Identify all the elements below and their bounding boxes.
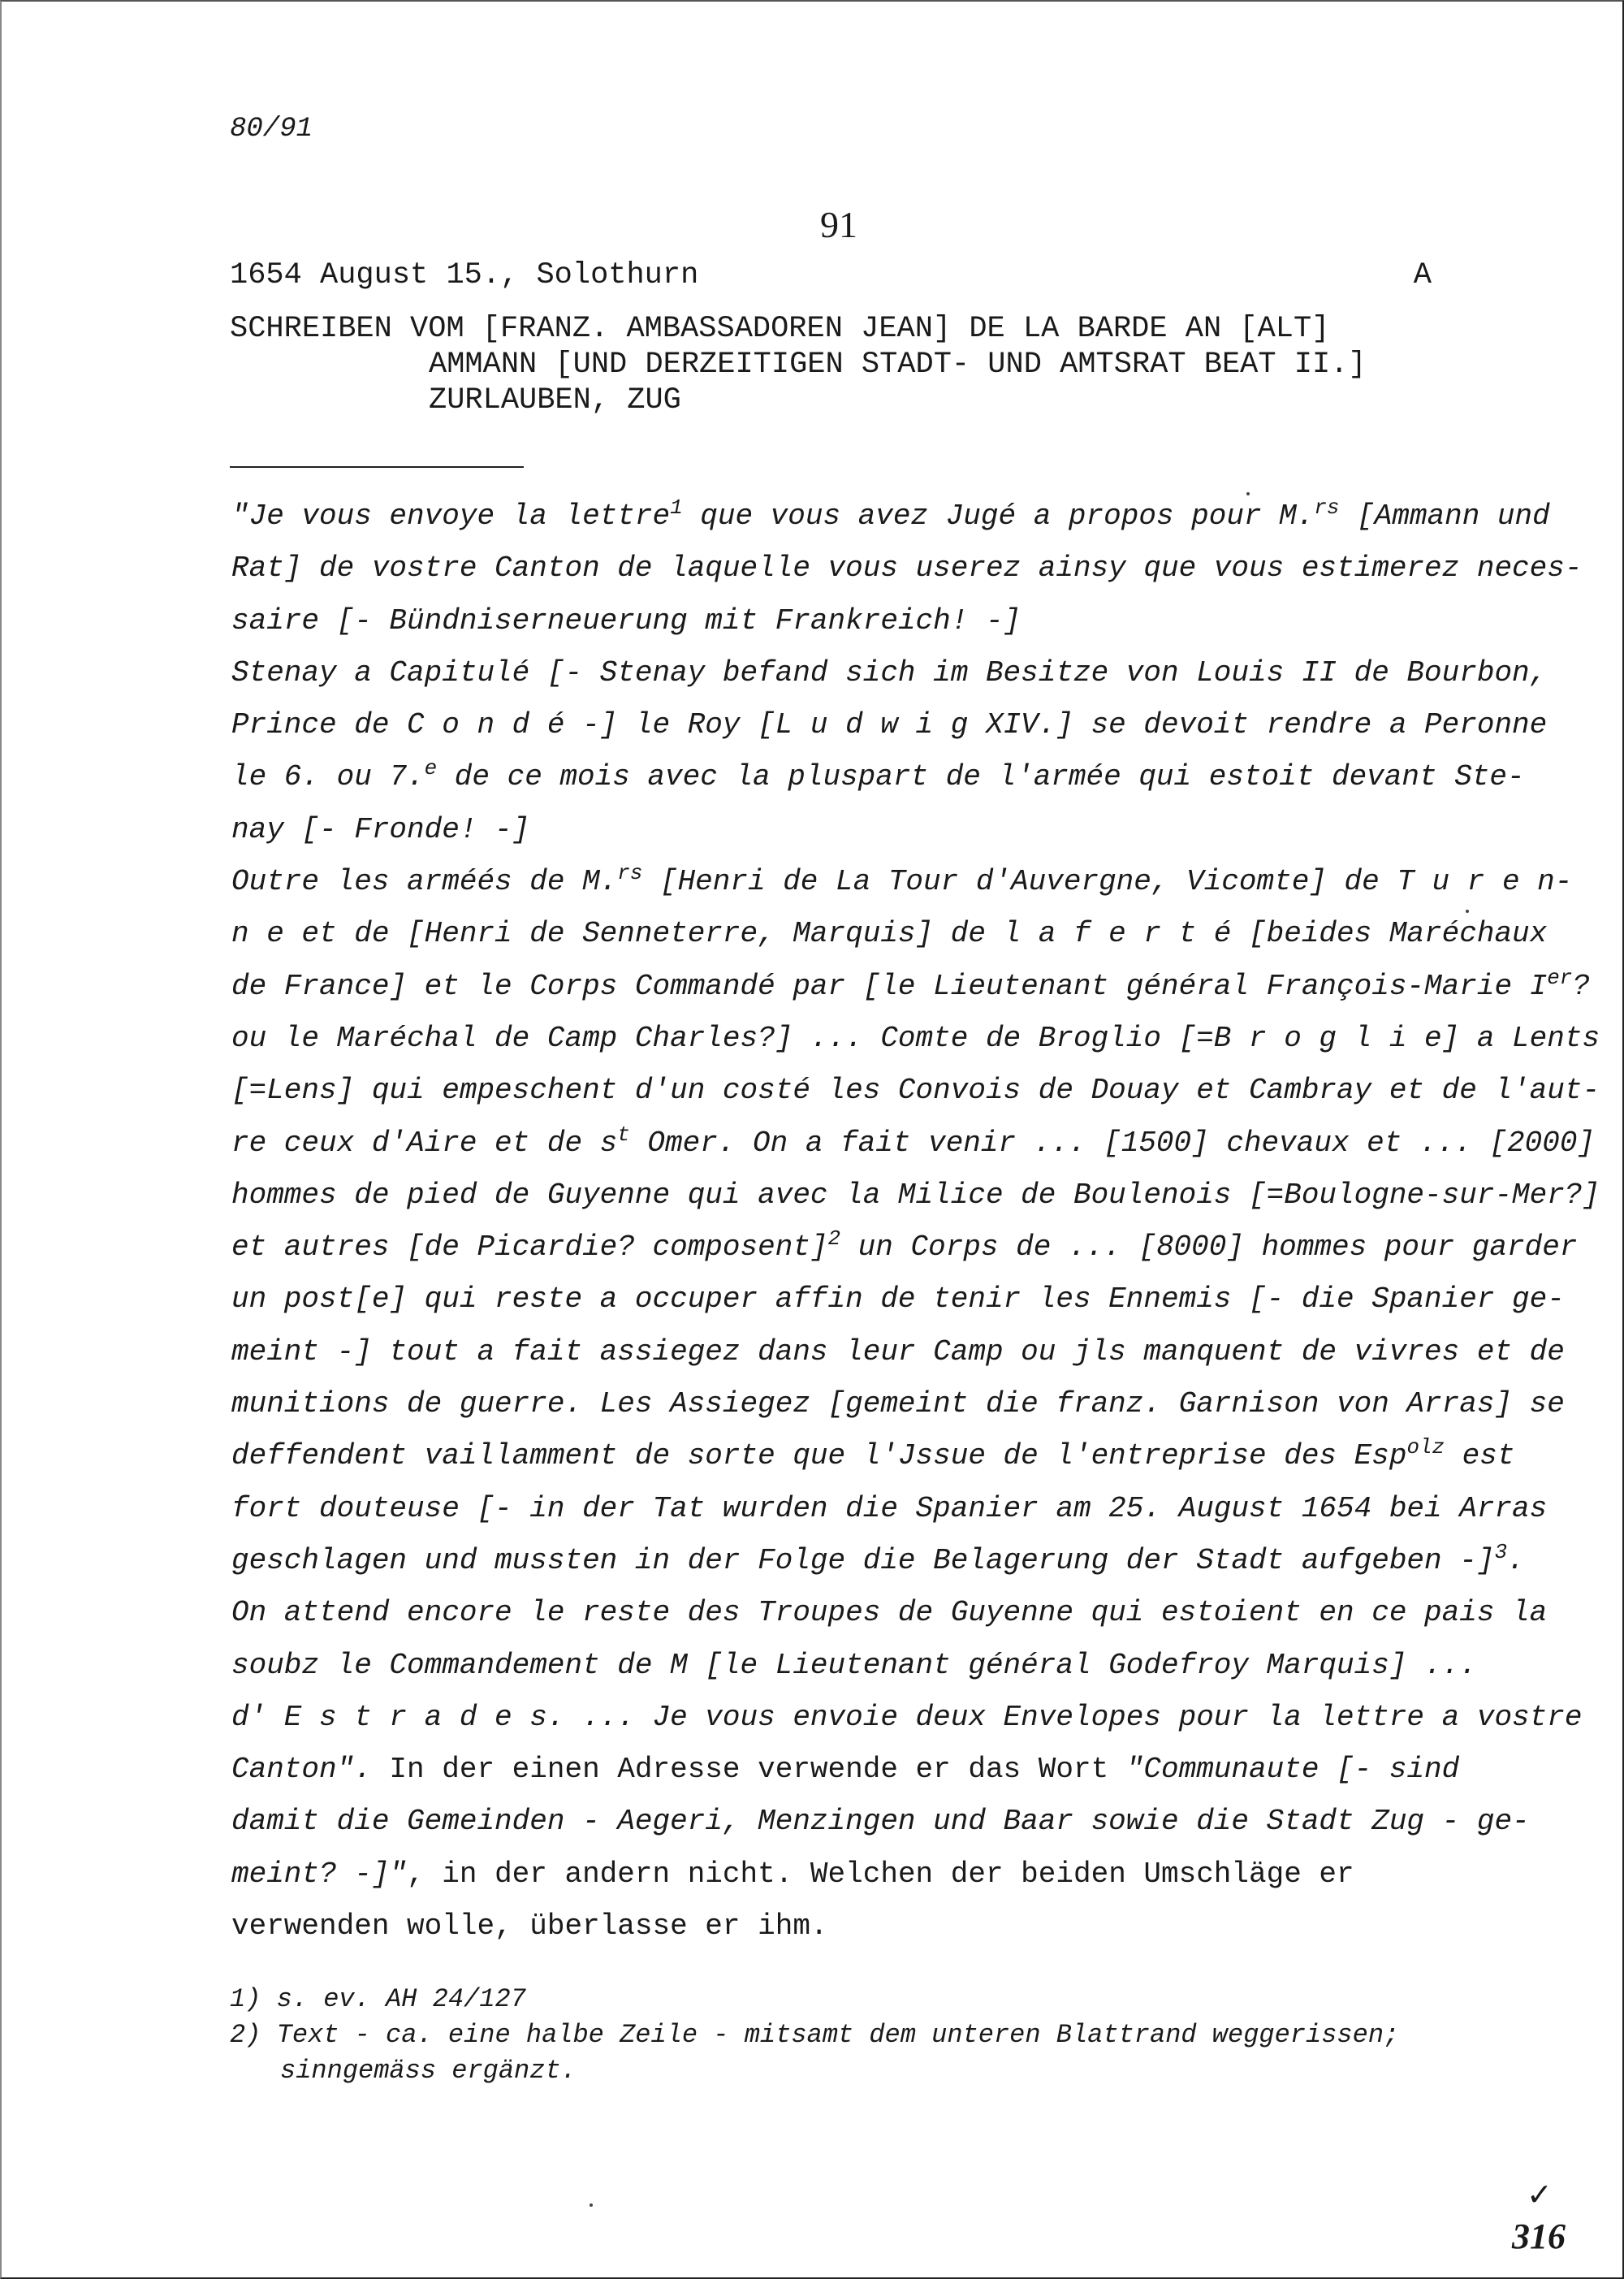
- body-line: Rat] de vostre Canton de laquelle vous userez ainsy que vous estimerez neces-: [231, 551, 1583, 586]
- text-segment: le 6. ou 7.: [231, 760, 425, 794]
- superscript: e: [424, 756, 438, 781]
- body-line: On attend encore le reste des Troupes de Guyenne qui estoient en ce pais la: [231, 1596, 1548, 1630]
- letter-marker: A: [1413, 258, 1432, 292]
- text-segment: deffendent vaillamment de sorte que l'Jssue de l'entreprise des Esp: [231, 1439, 1407, 1473]
- text-segment: de France] et le Corps Commandé par [le Lieutenant général François-Marie I: [231, 969, 1548, 1003]
- summary-text: , in der andern nicht. Welchen der beiden Umschläge er: [407, 1857, 1354, 1891]
- body-line: un post[e] qui reste a occuper affin de tenir les Ennemis [- die Spanier ge-: [231, 1282, 1565, 1317]
- text-segment: un Corps de ... [8000] hommes pour garder: [840, 1230, 1578, 1265]
- speck: [1466, 910, 1469, 913]
- body-line: [231, 1222, 1578, 1274]
- check-mark-icon: ✓: [1527, 2177, 1553, 2212]
- body-line: [=Lens] qui empeschent d'un costé les Convois de Douay et Cambray et de l'aut-: [231, 1074, 1600, 1108]
- text-segment: est: [1445, 1439, 1515, 1473]
- body-line: damit die Gemeinden - Aegeri, Menzingen und Baar sowie die Stadt Zug - ge-: [231, 1805, 1530, 1839]
- text-segment: que vous avez Jugé a propos pour M.: [682, 499, 1315, 533]
- heading-line-3: ZURLAUBEN, ZUG: [429, 383, 681, 417]
- body-line: ou le Maréchal de Camp Charles?] ... Comte de Broglio [=B r o g l i e] a Lents: [231, 1021, 1600, 1055]
- text-segment: "Communaute [- sind: [1125, 1753, 1460, 1787]
- text-segment: "Je vous envoye la lettre: [231, 499, 671, 533]
- text-segment: meint? -]": [231, 1857, 408, 1891]
- footnote-ref: 3: [1494, 1539, 1507, 1564]
- body-line: nay [- Fronde! -]: [231, 812, 530, 846]
- body-line: saire [- Bündniserneuerung mit Frankreich! -]: [231, 603, 1021, 638]
- text-segment: [Ammann und: [1339, 499, 1550, 533]
- summary-text: In der einen Adresse verwende er das Wort: [371, 1753, 1126, 1787]
- body-line: [231, 491, 1550, 543]
- body-line: [231, 961, 1590, 1013]
- body-line: [231, 1849, 1531, 1901]
- body-line: Prince de C o n d é -] le Roy [L u d w i g XIV.] se devoit rendre a Peronne: [231, 708, 1548, 742]
- text-segment: Outre les arméés de M.: [231, 865, 618, 899]
- footnote-2: 2) Text - ca. eine halbe Zeile - mitsamt dem unteren Blattrand weggerissen;: [230, 2020, 1400, 2050]
- speck: [1246, 492, 1250, 495]
- document-heading: [230, 311, 1367, 418]
- body-line: n e et de [Henri de Senneterre, Marquis] de l a f e r t é [beides Maréchaux: [231, 917, 1548, 951]
- body-line: munitions de guerre. Les Assiegez [gemeint die franz. Garnison von Arras] se: [231, 1387, 1565, 1421]
- separator-rule: [230, 466, 524, 468]
- text-segment: de ce mois avec la pluspart de l'armée qui estoit devant Ste-: [437, 760, 1525, 794]
- superscript: rs: [1314, 495, 1340, 520]
- footnote-1: 1) s. ev. AH 24/127: [230, 1984, 526, 2014]
- body-line: [231, 751, 1531, 803]
- superscript: er: [1547, 965, 1573, 990]
- footnote-ref: 1: [670, 495, 683, 520]
- superscript: rs: [617, 861, 643, 886]
- body-line: [231, 856, 1573, 908]
- body-line: soubz le Commandement de M [le Lieutenant général Godefroy Marquis] ...: [231, 1648, 1477, 1682]
- footnotes: [230, 1982, 1399, 2089]
- text-segment: re ceux d'Aire et de s: [231, 1126, 618, 1160]
- page-reference: 80/91: [230, 114, 313, 145]
- date-place: 1654 August 15., Solothurn: [230, 258, 699, 292]
- footnote-2-continuation: sinngemäss ergänzt.: [280, 2056, 577, 2086]
- body-line: fort douteuse [- in der Tat wurden die Spanier am 25. August 1654 bei Arras: [231, 1491, 1548, 1525]
- text-segment: Omer. On a fait venir ... [1500] chevaux et ... [2000]: [629, 1126, 1596, 1160]
- body-line: meint -] tout a fait assiegez dans leur Camp ou jls manquent de vivres et de: [231, 1334, 1565, 1369]
- body-line: d' E s t r a d e s. ... Je vous envoie deux Envelopes pour la lettre a vostre: [231, 1700, 1583, 1734]
- footnote-ref: 2: [827, 1226, 841, 1252]
- date-line: [230, 258, 1432, 292]
- text-segment: ?: [1572, 969, 1590, 1003]
- body-line: verwenden wolle, überlasse er ihm.: [231, 1909, 828, 1944]
- superscript: t: [617, 1122, 630, 1147]
- text-segment: [Henri de La Tour d'Auvergne, Vicomte] de T u r e n-: [642, 865, 1573, 899]
- body-line: [231, 1535, 1531, 1587]
- body-line: [231, 1430, 1531, 1482]
- body-line: hommes de pied de Guyenne qui avec la Milice de Boulenois [=Boulogne-sur-Mer?]: [231, 1178, 1600, 1212]
- speck: [590, 2203, 593, 2207]
- letter-body: [231, 491, 1600, 1953]
- sheet-number: 316: [1512, 2216, 1566, 2256]
- body-line: [231, 1118, 1596, 1170]
- text-segment: Canton".: [231, 1753, 372, 1787]
- heading-line-2: AMMANN [UND DERZEITIGEN STADT- UND AMTSRAT BEAT II.]: [429, 348, 1367, 382]
- document-number: 91: [820, 204, 857, 245]
- body-line: Stenay a Capitulé [- Stenay befand sich im Besitze von Louis II de Bourbon,: [231, 655, 1548, 690]
- text-segment: geschlagen und mussten in der Folge die Belagerung der Stadt aufgeben -]: [231, 1543, 1495, 1577]
- heading-line-1: SCHREIBEN VOM [FRANZ. AMBASSADOREN JEAN] DE LA BARDE AN [ALT]: [230, 312, 1330, 346]
- text-segment: .: [1507, 1543, 1525, 1577]
- body-line: [231, 1744, 1531, 1796]
- text-segment: et autres [de Picardie? composent]: [231, 1230, 828, 1265]
- superscript: olz: [1406, 1435, 1445, 1460]
